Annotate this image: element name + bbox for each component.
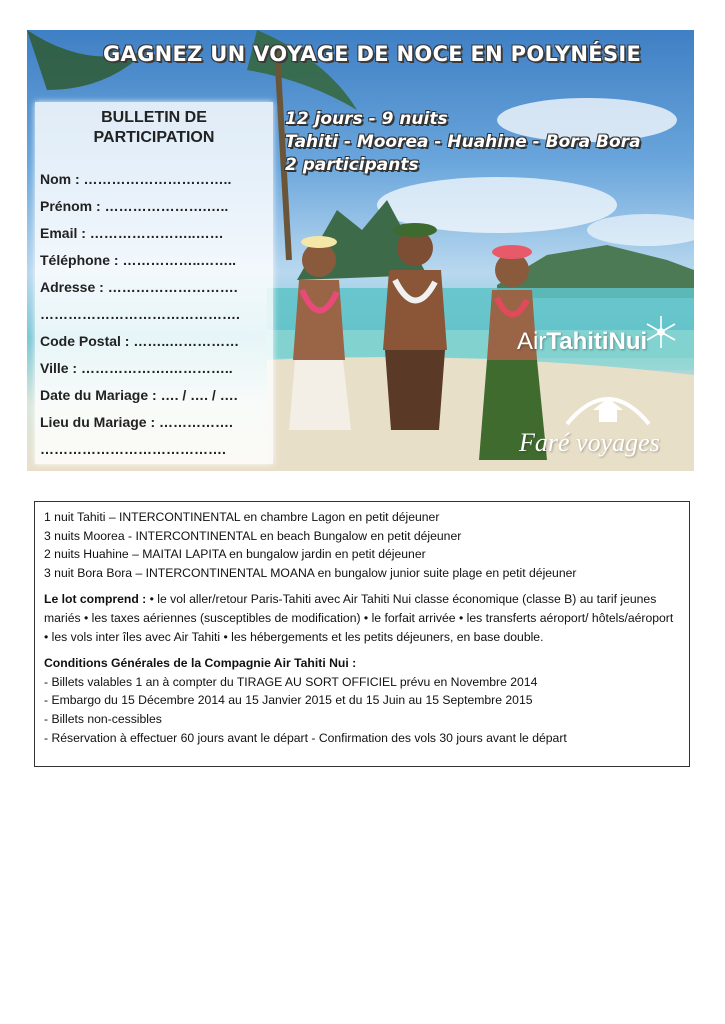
- form-field-date-mariage[interactable]: Date du Mariage : …. / …. / ….: [40, 387, 238, 403]
- air-tahiti-nui-logo: [517, 328, 647, 356]
- form-title-line: BULLETIN DE: [101, 109, 207, 126]
- logo-air-text: Air: [517, 328, 547, 355]
- entry-form-panel: [35, 102, 273, 464]
- form-field-ville[interactable]: Ville : ……………….…………..: [40, 360, 233, 376]
- promo-banner: [27, 30, 694, 471]
- condition-item: - Billets valables 1 an à compter du TIRAGE AU SORT OFFICIEL prévu en Novembre 2014: [44, 674, 538, 689]
- form-field-code-postal[interactable]: Code Postal : ……..……………: [40, 333, 240, 349]
- conditions-list: [44, 673, 680, 747]
- trip-participants: 2 participants: [285, 155, 419, 175]
- form-title-line: PARTICIPATION: [93, 129, 215, 146]
- trip-duration: 12 jours - 9 nuits: [285, 109, 448, 129]
- prize-details-box: [34, 501, 690, 767]
- form-field-adresse[interactable]: Adresse : ……………………….: [40, 279, 238, 295]
- form-field-email[interactable]: Email : …………………..……: [40, 225, 224, 241]
- lot-label: Le lot comprend :: [44, 592, 147, 607]
- itinerary-item: 2 nuits Huahine – MAITAI LAPITA en bungalow jardin en petit déjeuner: [44, 547, 426, 562]
- itinerary-item: 1 nuit Tahiti – INTERCONTINENTAL en chambre Lagon en petit déjeuner: [44, 510, 440, 524]
- form-field-adresse-line2[interactable]: …………………………………….: [40, 306, 240, 322]
- form-field-lieu-mariage-line2[interactable]: ………………………………….: [40, 441, 226, 457]
- form-field-prenom[interactable]: Prénom : ………………….…..: [40, 198, 229, 214]
- banner-headline: GAGNEZ UN VOYAGE DE NOCE EN POLYNÉSIE: [103, 42, 642, 66]
- form-field-telephone[interactable]: Téléphone : ……………..……..: [40, 252, 237, 268]
- itinerary-item: 3 nuits Moorea - INTERCONTINENTAL en beach Bungalow en petit déjeuner: [44, 528, 462, 543]
- logo-tahitinui-text: TahitiNui: [546, 328, 648, 355]
- form-field-nom[interactable]: Nom : …………………………..: [40, 171, 232, 187]
- conditions-title-text: Conditions Générales de la Compagnie Air Tahiti Nui :: [44, 656, 357, 671]
- trip-summary: [285, 108, 641, 177]
- fare-house-icon: [563, 384, 653, 428]
- lot-text: • le vol aller/retour Paris-Tahiti avec Air Tahiti Nui classe économique (classe B) au tarif jeunes mariés • les taxes aériennes (susceptibles de modification) • le forfait arrivée • les transferts aéroport/ hôtels/aéroport • les vols inter îles avec Air Tahiti • les hébergements et les petits déjeuners, en base double.: [44, 592, 674, 644]
- fare-voyages-logo: Faré voyages: [519, 428, 660, 457]
- conditions-title: [44, 654, 680, 673]
- form-field-lieu-mariage[interactable]: Lieu du Mariage : …………….: [40, 414, 233, 430]
- tiare-flower-icon: [641, 312, 681, 352]
- condition-item: - Embargo du 15 Décembre 2014 au 15 Janvier 2015 et du 15 Juin au 15 Septembre 2015: [44, 693, 533, 708]
- lot-description: [44, 590, 680, 646]
- itinerary-list: [44, 508, 680, 582]
- form-fields: [35, 166, 273, 463]
- condition-item: - Réservation à effectuer 60 jours avant le départ - Confirmation des vols 30 jours avant le départ: [44, 730, 567, 745]
- itinerary-item: 3 nuit Bora Bora – INTERCONTINENTAL MOANA en bungalow junior suite plage en petit déjeuner: [44, 565, 577, 580]
- condition-item: - Billets non-cessibles: [44, 711, 162, 726]
- trip-islands: Tahiti - Moorea - Huahine - Bora Bora: [285, 132, 641, 152]
- form-title: [35, 108, 273, 148]
